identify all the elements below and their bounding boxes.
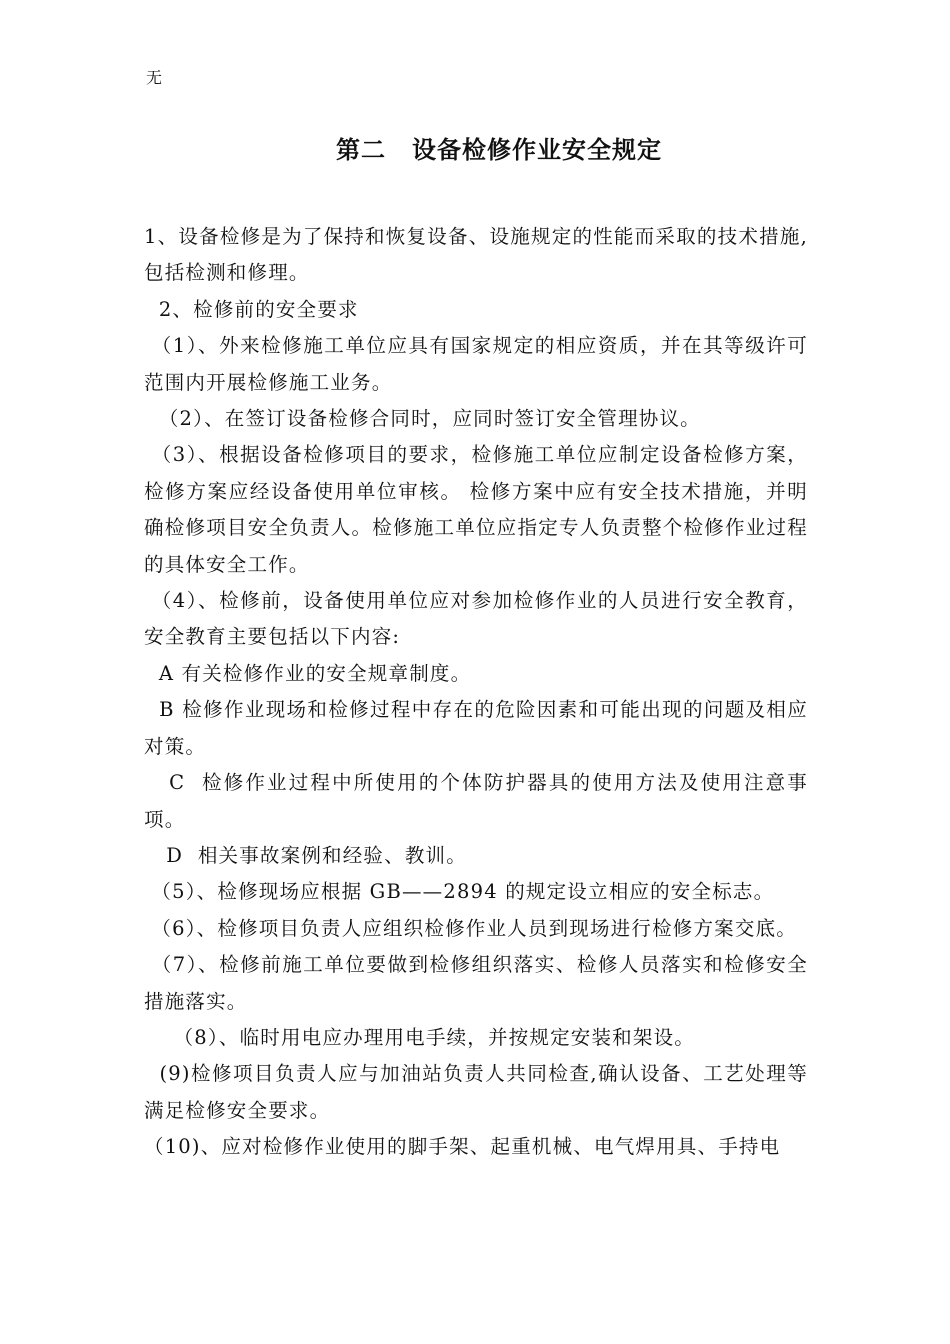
document-title xyxy=(0,132,950,168)
paragraph: （8）、临时用电应办理用电手续，并按规定安装和架设。 xyxy=(144,1025,695,1049)
paragraph: A 有关检修作业的安全规章制度。 xyxy=(144,661,472,685)
paragraph: 1、设备检修是为了保持和恢复设备、设施规定的性能而采取的技术措施,包括检测和修理。 xyxy=(144,225,808,285)
paragraph: B 检修作业现场和检修过程中存在的危险因素和可能出现的问题及相应对策。 xyxy=(144,698,808,758)
paragraph: （10)、应对检修作业使用的脚手架、起重机械、电气焊用具、手持电 xyxy=(144,1135,781,1159)
paragraph: (9)检修项目负责人应与加油站负责人共同检查,确认设备、工艺处理等满足检修安全要求。 xyxy=(144,1062,808,1122)
paragraph: 2、检修前的安全要求 xyxy=(144,297,359,321)
paragraph: （1）、外来检修施工单位应具有国家规定的相应资质，并在其等级许可范围内开展检修施工业务。 xyxy=(144,334,808,394)
paragraph: D 相关事故案例和经验、教训。 xyxy=(144,843,467,867)
paragraph: （5）、检修现场应根据 GB——2894 的规定设立相应的安全标志。 xyxy=(144,880,775,904)
paragraph: （2）、在签订设备检修合同时，应同时签订安全管理协议。 xyxy=(144,407,701,431)
document-body xyxy=(144,219,808,1166)
paragraph: C 检修作业过程中所使用的个体防护器具的使用方法及使用注意事项。 xyxy=(144,771,808,831)
header-mark: 无 xyxy=(146,68,163,87)
title-text: 设备检修作业安全规定 xyxy=(412,135,662,164)
paragraph: （6）、检修项目负责人应组织检修作业人员到现场进行检修方案交底。 xyxy=(144,916,797,940)
paragraph: （3）、根据设备检修项目的要求，检修施工单位应制定设备检修方案，检修方案应经设备使用单位审核。 检修方案中应有安全技术措施，并明确检修项目安全负责人。检修施工单位应指定专人负责整个检修作业过程的具体安全工作。 xyxy=(144,443,808,576)
paragraph: （7）、检修前施工单位要做到检修组织落实、检修人员落实和检修安全措施落实。 xyxy=(144,953,808,1013)
title-section-number: 第二 xyxy=(336,135,386,164)
paragraph: （4）、检修前，设备使用单位应对参加检修作业的人员进行安全教育，安全教育主要包括以下内容: xyxy=(144,589,808,649)
